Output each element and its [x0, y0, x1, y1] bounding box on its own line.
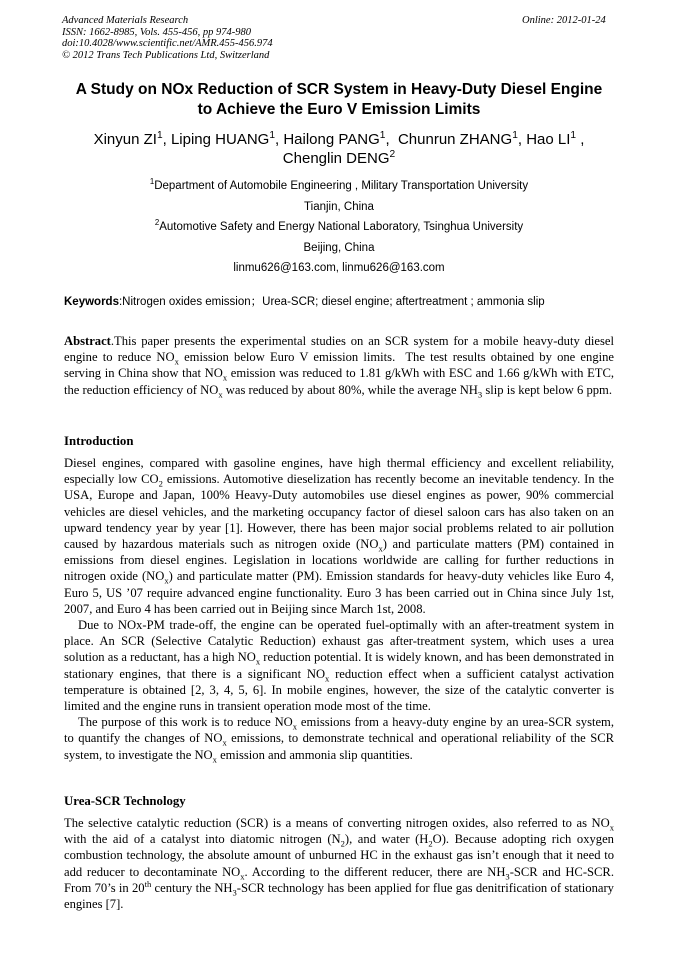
authors-line-2 [40, 149, 638, 168]
copyright-line: © 2012 Trans Tech Publications Ltd, Switzerland [62, 49, 270, 61]
author-name: Chenglin DENG [282, 150, 390, 167]
title-line-1: A Study on NOx Reduction of SCR System in Heavy-Duty Diesel Engine [75, 81, 603, 98]
urea-paragraph: The selective catalytic reduction (SCR) is a means of converting nitrogen oxides, also referred to as $NO_x$ with the aid of a catalyst into diatomic nitrogen $(N_2)$, and water $(H_2O)$. Because adopting rich oxygen combustion technology, the absolute amount of unburned HC in the exhaust gas isn’t enough that it need to add reducer to decontaminate $NO_x$. According to the different reducer, there are $NH_3$-SCR and HC-SCR. From 70’s in 20th century the $NH_3$-SCR technology has been applied for flue gas denitrification of stationary engines [7]. [64, 816, 614, 912]
author-sup: 1 [269, 130, 275, 141]
author-list [40, 130, 638, 168]
authors-line-1: Xinyun $ZI^1$, Liping HUANG$^1$, Hailong PANG$^1$, Chunrun ZHANG$^1$, Hao $LI^1$ , [93, 130, 585, 148]
affiliation-1-location: Tianjin, China [304, 200, 374, 213]
urea-scr-heading: Urea-SCR Technology [64, 794, 186, 808]
author-sup: 1 [156, 130, 163, 141]
affiliation-sup: 1 [149, 177, 155, 187]
introduction-body [64, 455, 614, 763]
author-sup: 1 [379, 130, 386, 141]
author-name: Chunrun ZHANG [397, 131, 513, 148]
affiliation-2-location: Beijing, China [303, 241, 375, 254]
author-name: Liping HUANG [170, 131, 270, 148]
keywords [64, 294, 624, 310]
intro-paragraph-3: The purpose of this work is to reduce $NO_x$ emissions from a heavy-duty engine by an urea-SCR system, to quantify the changes of $NO_x$ emissions, to demonstrate technical and operational reliability of the SCR system, to investigate the $NO_x$ emission and ammonia slip quantities. [64, 715, 615, 765]
author-sup: 1 [570, 130, 577, 141]
intro-paragraph-1: Diesel engines, compared with gasoline engines, have high thermal efficiency and excellent reliability, especially low $CO_2$ emissions. Automotive dieselization has recently become an inevitable tendency. In the USA, Europe and Japan, 100% Heavy-Duty automobiles use diesel engines as power, 90% commercial vehicles are diesel vehicles, and the marketing occupancy factor of diesel saloon cars has also taken on an upward tendency year by year [1]. However, there has been major social problems related to air pollution caused by hazardous materials such as nitrogen oxide $(NO_x)$ and particulate matters (PM) contained in emissions from diesel engines. Legislation in locations worldwide are calling for further reductions in nitrogen oxide $(NO_x)$ and particulate matter (PM). Emission standards for heavy-duty vehicles like Euro 4, Euro 5, US ’07 require advanced engine functionality. Euro 3 has been carried out in China since July 1st, 2007, and Euro 4 has been carried out in Beijing since March 1st, 2008. [64, 456, 615, 616]
affiliation-sup: 2 [154, 218, 160, 228]
affiliation-name: Automotive Safety and Energy National Laboratory, Tsinghua University [159, 221, 524, 233]
paper-title [40, 80, 638, 119]
author-name: Hao LI [526, 131, 571, 148]
author-emails: linmu626@163.com, linmu626@163.com [233, 262, 445, 274]
title-line-2: to Achieve the Euro V Emission Limits [197, 100, 481, 118]
abstract-label: Abstract [64, 334, 111, 348]
author-name: Xinyun ZI [93, 131, 157, 148]
introduction-heading: Introduction [64, 434, 134, 448]
affiliation-name: Department of Automobile Engineering , Military Transportation University [154, 180, 529, 192]
online-date: Online: 2012-01-24 [522, 15, 606, 26]
author-name: Hailong PANG [283, 131, 380, 148]
keywords-label: Keywords [64, 296, 119, 308]
urea-scr-body [64, 815, 614, 912]
intro-paragraph-2: Due to NOx-PM trade-off, the engine can be operated fuel-optimally with an after-treatment system in place. An SCR (Selective Catalytic Reduction) exhaust gas after-treatment system, which uses a urea solution as a reductant, has a high $NO_x$ reduction potential. It is widely known, and has been demonstrated in stationary engines, that there is a significant $NO_x$ reduction effect when a sufficient catalyst activation temperature is obtained [2, 3, 4, 5, 6]. In mobile engines, however, the size of the catalytic converter is limited and the engine runs in transient operation mode most of the time. [64, 618, 614, 714]
issn-line: ISSN: 1662-8985, Vols. 455-456, pp 974-980 [62, 26, 251, 38]
doi-line: doi:10.4028/www.scientific.net/AMR.455-456.974 [62, 38, 273, 49]
abstract-text: .This paper presents the experimental studies on an SCR system for a mobile heavy-duty diesel engine to reduce $NO_x$ emission below Euro V emission limits. The test results obtained by one engine serving in China show that $NO_x$ emission was reduced to 1.81 g/kWh with ESC and 1.66 g/kWh with ETC, the reduction efficiency of $NO_x$ was reduced by about 80%, while the average $NH_3$ slip is kept below 6 ppm. [64, 334, 615, 400]
affiliation-1 [40, 176, 638, 197]
journal-name: Advanced Materials Research [62, 15, 189, 26]
keywords-text: :Nitrogen oxides emission；Urea-SCR; diesel engine; aftertreatment ; ammonia slip [118, 296, 545, 308]
journal-header [62, 15, 273, 61]
abstract [64, 333, 614, 398]
author-sup: 1 [512, 130, 518, 141]
affiliation-2 [40, 217, 638, 238]
author-sup: 2 [389, 149, 396, 160]
affiliations [40, 176, 638, 279]
